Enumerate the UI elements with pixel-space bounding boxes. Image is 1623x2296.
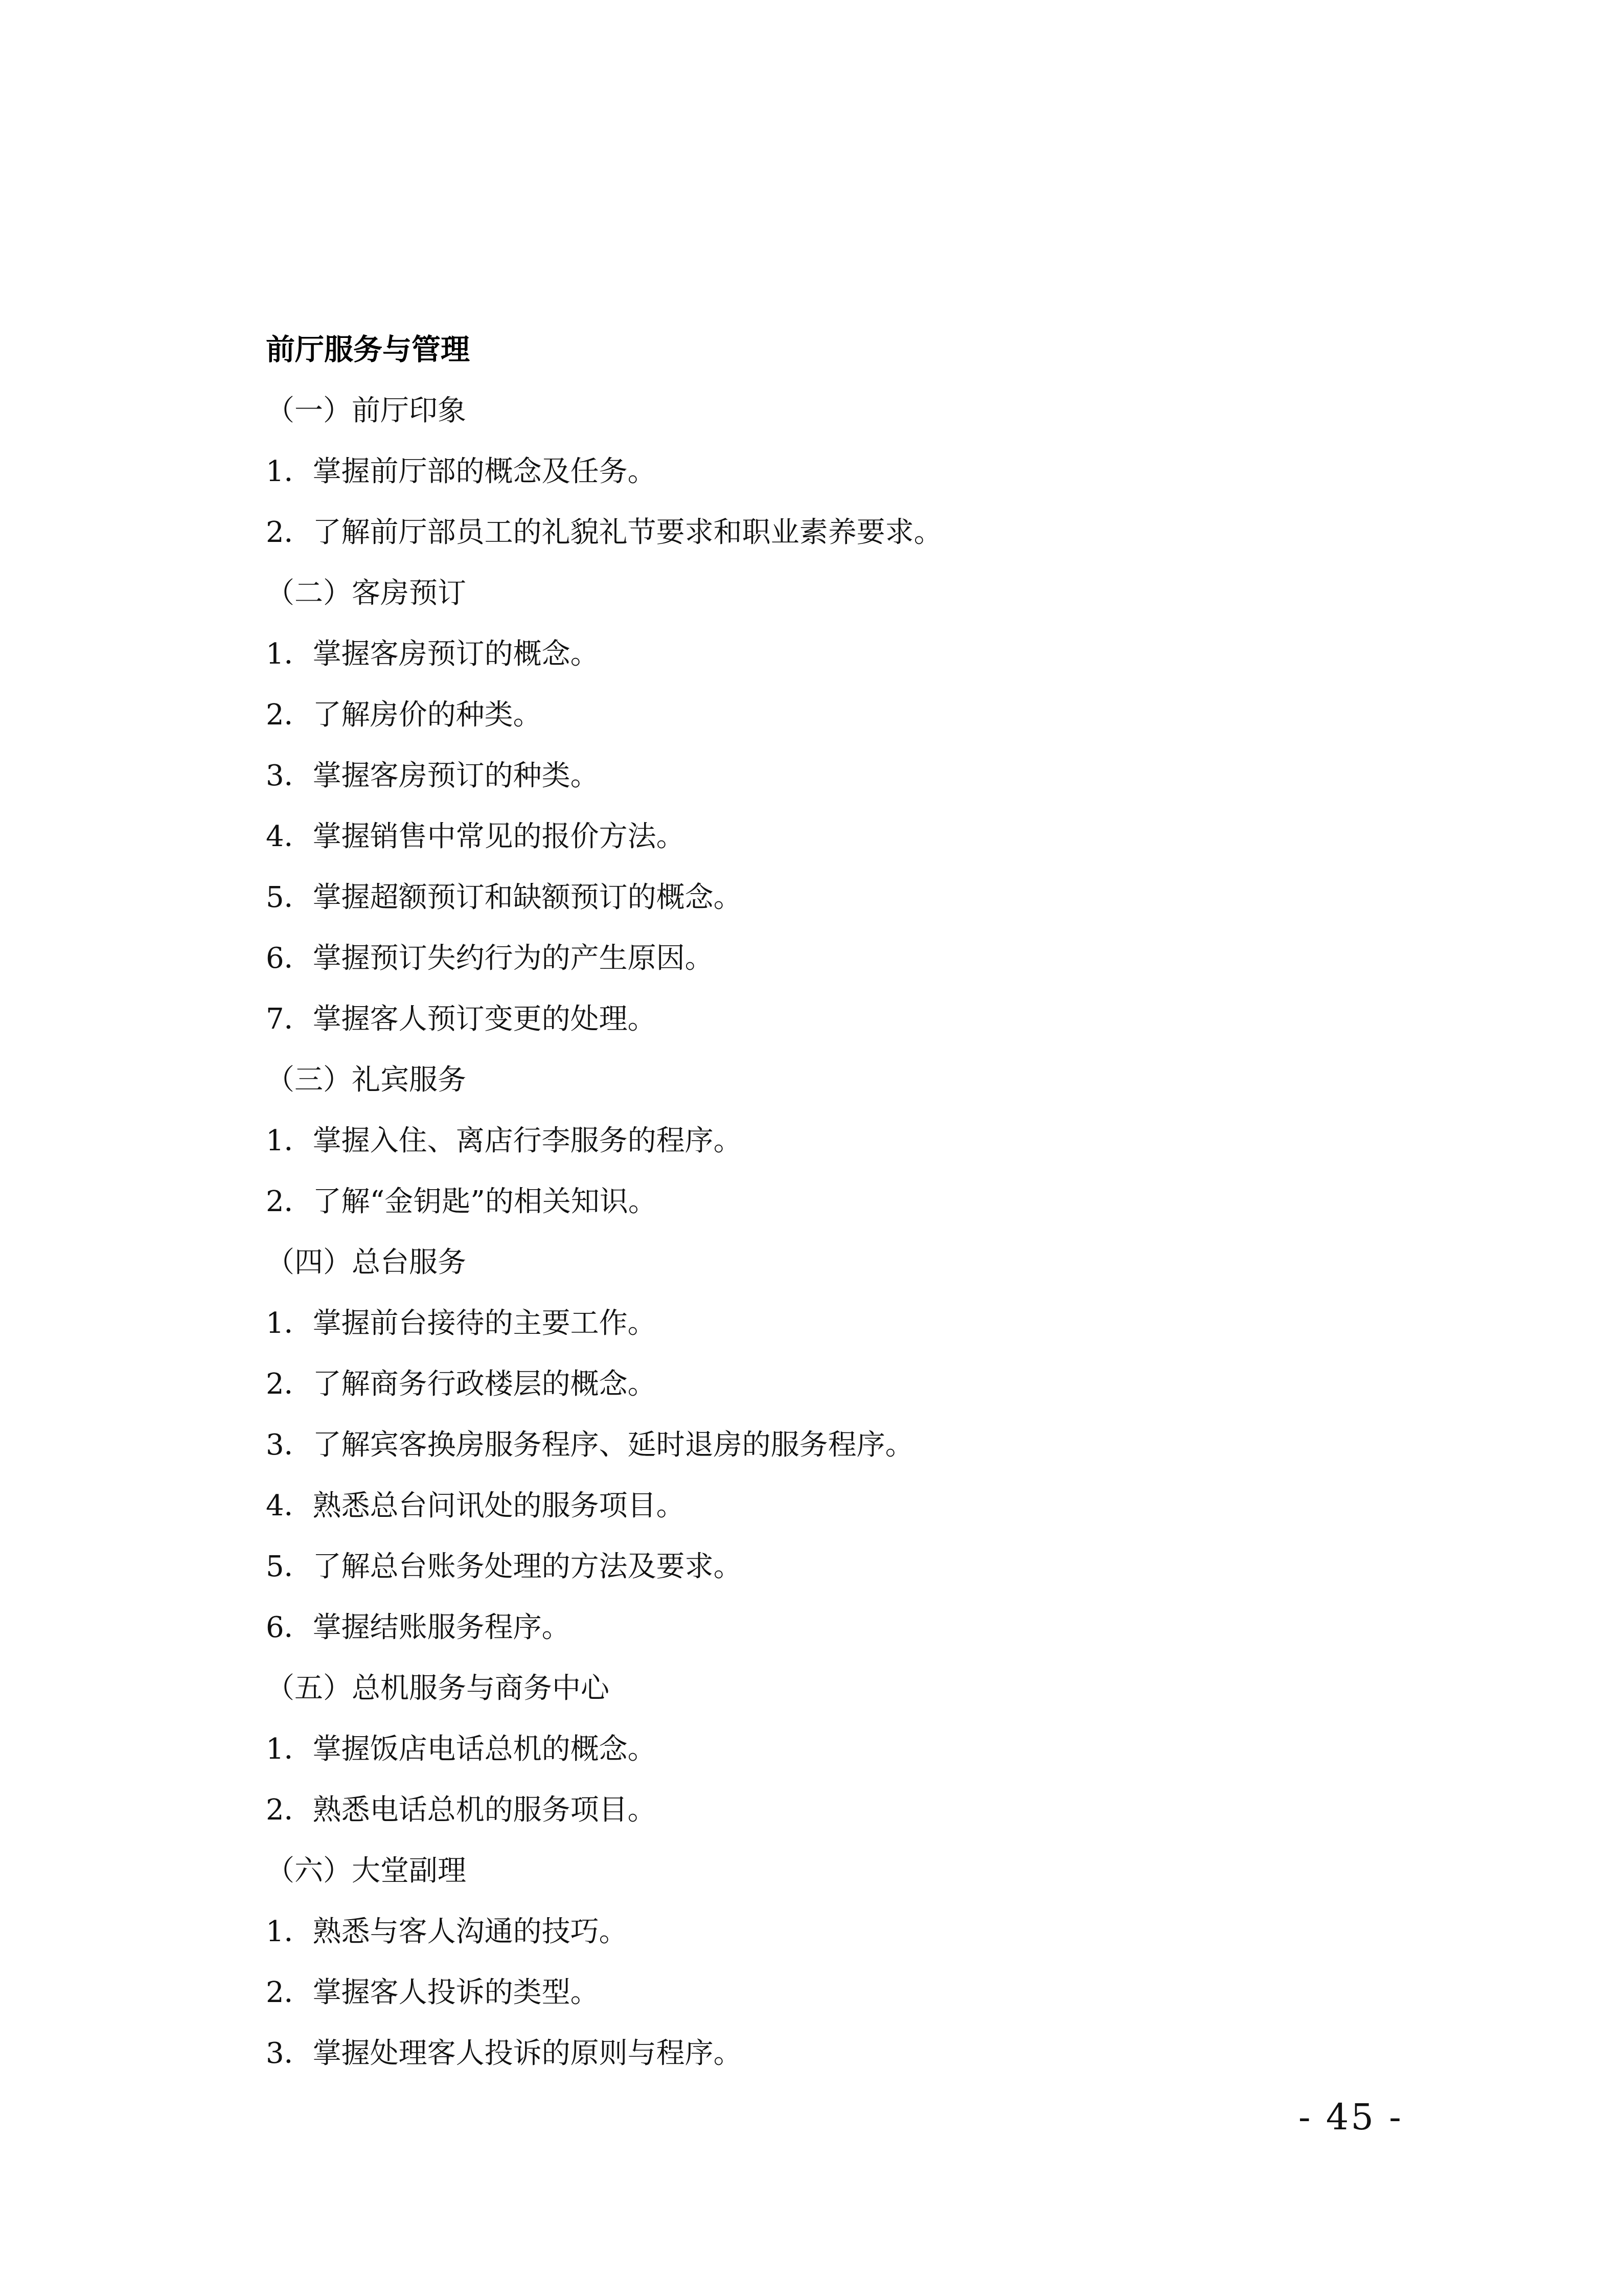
list-item: 1．掌握入住、离店行李服务的程序。 [266, 1124, 742, 1157]
list-item: 4．熟悉总台问讯处的服务项目。 [266, 1489, 685, 1522]
list-item: 6．掌握预订失约行为的产生原因。 [266, 942, 714, 975]
section-heading-3: （三）礼宾服务 [266, 1063, 466, 1097]
section-heading-1: （一）前厅印象 [266, 394, 466, 427]
list-item: 7．掌握客人预订变更的处理。 [266, 1003, 656, 1036]
list-item: 2．掌握客人投诉的类型。 [266, 1976, 599, 2009]
section-heading-4: （四）总台服务 [266, 1246, 466, 1279]
list-item: 1．掌握客房预订的概念。 [266, 638, 599, 671]
section-heading-6: （六）大堂副理 [266, 1854, 466, 1888]
list-item: 2．了解前厅部员工的礼貌礼节要求和职业素养要求。 [266, 516, 943, 549]
list-item: 1．掌握前台接待的主要工作。 [266, 1307, 656, 1340]
list-item: 4．掌握销售中常见的报价方法。 [266, 820, 685, 853]
list-item: 2．了解“金钥匙”的相关知识。 [266, 1185, 657, 1218]
list-item: 2．了解房价的种类。 [266, 698, 542, 732]
list-item: 6．掌握结账服务程序。 [266, 1611, 570, 1644]
list-item: 5．掌握超额预订和缺额预订的概念。 [266, 881, 742, 914]
list-item: 1．熟悉与客人沟通的技巧。 [266, 1915, 628, 1948]
list-item: 2．了解商务行政楼层的概念。 [266, 1368, 656, 1401]
list-item: 3．了解宾客换房服务程序、延时退房的服务程序。 [266, 1428, 914, 1462]
section-heading-5: （五）总机服务与商务中心 [266, 1672, 609, 1705]
list-item: 2．熟悉电话总机的服务项目。 [266, 1793, 656, 1827]
section-heading-2: （二）客房预订 [266, 577, 466, 610]
page-number: - 45 - [1298, 2096, 1403, 2138]
list-item: 5．了解总台账务处理的方法及要求。 [266, 1550, 742, 1583]
list-item: 3．掌握客房预订的种类。 [266, 759, 599, 792]
list-item: 1．掌握饭店电话总机的概念。 [266, 1733, 656, 1766]
list-item: 3．掌握处理客人投诉的原则与程序。 [266, 2037, 742, 2070]
document-title: 前厅服务与管理 [266, 333, 470, 367]
list-item: 1．掌握前厅部的概念及任务。 [266, 455, 656, 488]
document-body [266, 320, 1390, 2084]
